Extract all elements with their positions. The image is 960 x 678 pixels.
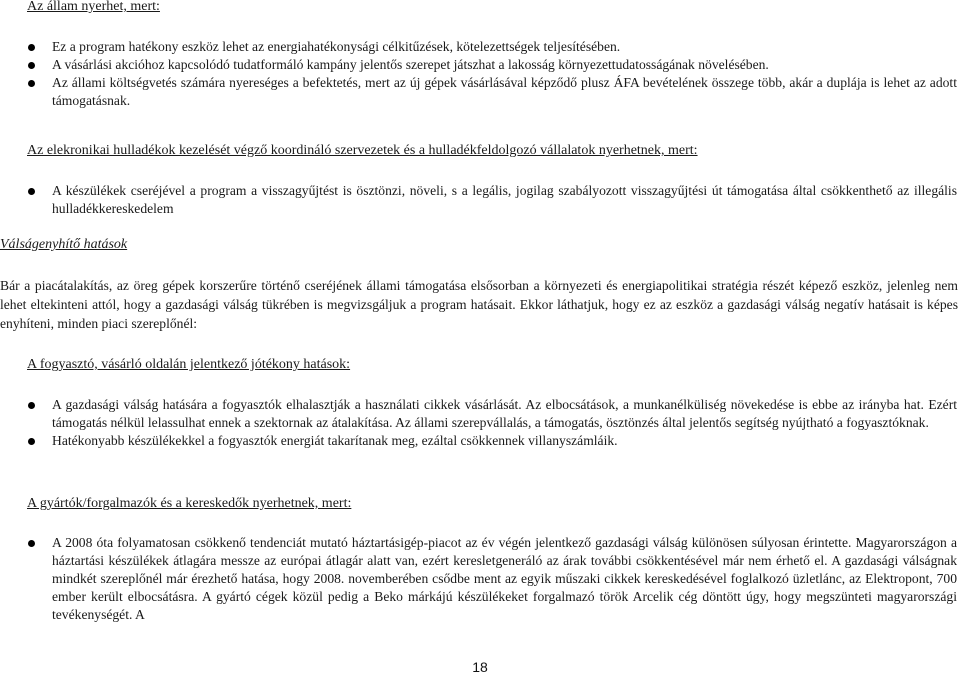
bullet-icon (28, 80, 35, 87)
bullet-icon (28, 438, 35, 445)
bullet-icon (28, 62, 35, 69)
list-item: Hatékonyabb készülékekkel a fogyasztók energiát takarítanak meg, ezáltal csökkennek villanyszámláik. (27, 432, 957, 450)
section-heading-waste: Az elekronikai hulladékok kezelését végző koordináló szervezetek és a hulladékfeldolgozó vállalatok nyerhetnek, mert: (27, 143, 698, 158)
page-number: 18 (472, 659, 488, 675)
waste-benefits-list (27, 182, 957, 218)
bullet-icon (28, 402, 35, 409)
bullet-icon (28, 44, 35, 51)
section-heading-manufacturers: A gyártók/forgalmazók és a kereskedők nyerhetnek, mert: (27, 496, 352, 511)
list-item: Ez a program hatékony eszköz lehet az energiahatékonysági célkitűzések, kötelezettségek teljesítésében. (27, 38, 957, 56)
bullet-icon (28, 540, 35, 547)
crisis-heading: Válságenyhítő hatások (0, 237, 128, 252)
state-benefits-list (27, 38, 957, 110)
list-item: A készülékek cseréjével a program a visszagyűjtést is ösztönzi, növeli, s a legális, jogilag szabályozott visszagyűjtési út támogatása által csökkenthető az illegális hulladékkereskedelem (27, 182, 957, 218)
list-item: A gazdasági válság hatására a fogyasztók elhalasztják a használati cikkek vásárlását. Az elbocsátások, a munkanélküliség növekedése is ebbe az irányba hat. Ezért támogatás nélkül lelassulhat ennek a szektornak az átalakítása. Az állami szerepvállalás, a támogatás, ösztönzés által jelentős segítség nyújtható a fogyasztóknak. (27, 396, 957, 432)
crisis-paragraph: Bár a piacátalakítás, az öreg gépek korszerűre történő cseréjének állami támogatása elsősorban a környezeti és energiapolitikai stratégia részét képező eszköz, jelenleg nem lehet eltekinteni attól, hogy a gazdasági válság tükrében is megvizsgáljuk a program hatásait. Ekkor láthatjuk, hogy ez az eszköz a gazdasági válság negatív hatásait is képes enyhíteni, minden piaci szereplőnél: (0, 278, 958, 331)
consumer-benefits-list (27, 396, 957, 450)
bullet-icon (28, 188, 35, 195)
section-heading-consumer: A fogyasztó, vásárló oldalán jelentkező jótékony hatások: (27, 357, 351, 372)
manufacturer-benefits-list (27, 534, 957, 624)
section-heading-state: Az állam nyerhet, mert: (27, 0, 160, 14)
list-item: A 2008 óta folyamatosan csökkenő tendenciát mutató háztartásigép-piacot az év végén jelentkező gazdasági válság különösen súlyosan érintette. Magyarországon a háztartási készülékek átlagára messze az európai átlagár alatt van, ezért keresletgeneráló az árak további csökkentésével már nem érhető el. A gazdasági válságnak mindkét szereplőnél már érezhető hatása, hogy 2008. novemberében csődbe ment az egyik műszaki cikkek kereskedésével foglalkozó üzletlánc, az Elektropont, 700 ember került elbocsátásra. A gyártó cégek közül pedig a Beko márkájú készülékeket forgalmazó török Arcelik cég döntött úgy, hogy megszünteti magyarországi tevékenységét. A (27, 534, 957, 624)
list-item: A vásárlási akcióhoz kapcsolódó tudatformáló kampány jelentős szerepet játszhat a lakosság környezettudatosságának növelésében. (27, 56, 957, 74)
list-item: Az állami költségvetés számára nyereséges a befektetés, mert az új gépek vásárlásával képződő plusz ÁFA bevételének összege több, akár a duplája is lehet az adott támogatásnak. (27, 74, 957, 110)
